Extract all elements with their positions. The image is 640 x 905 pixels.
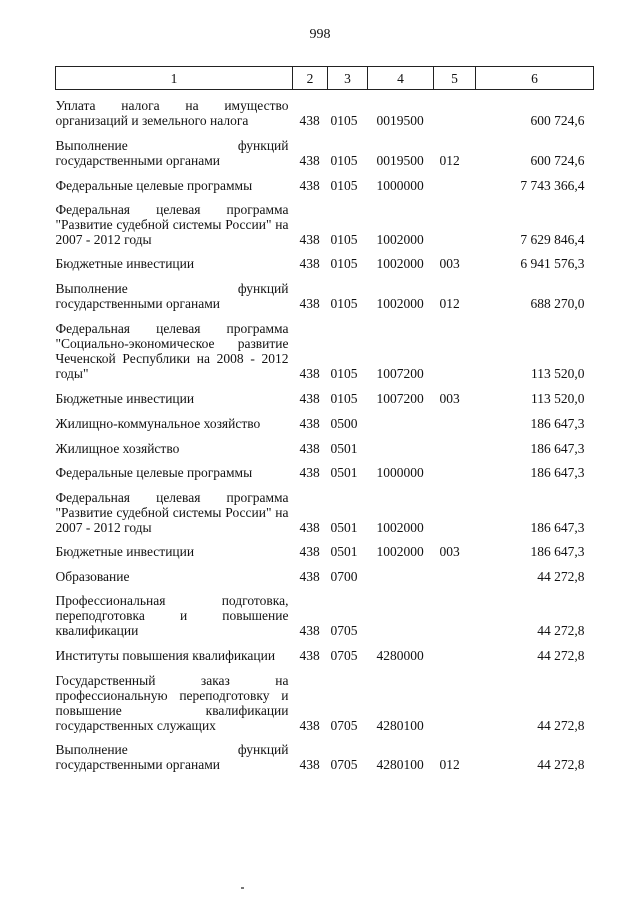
table-header-row: [56, 67, 594, 90]
row-type-cell: 003: [439, 544, 460, 559]
row-type-cell: 012: [439, 153, 460, 168]
row-code-cell: 438: [299, 465, 320, 480]
row-section-cell: 0705: [330, 718, 358, 733]
table-row: [56, 441, 594, 456]
row-spacer-cell: [56, 456, 594, 465]
table-row: [56, 281, 594, 311]
table-row: [56, 593, 594, 638]
row-code-cell: 438: [299, 569, 320, 584]
row-name-cell: Федеральные целевые программы: [55, 465, 253, 480]
row-name-cell: Государственный заказ на профессиональную переподготовку и повышение квалификации государственных служащих: [55, 673, 289, 733]
row-amount-cell: 186 647,3: [530, 465, 585, 480]
row-name-cell: Федеральная целевая программа "Развитие судебной системы России" на 2007 - 2012 годы: [55, 202, 289, 247]
row-spacer-cell: [56, 193, 594, 202]
row-spacer-cell: [56, 431, 594, 441]
scan-speck: [241, 887, 244, 889]
row-spacer: [56, 733, 594, 742]
table-row: [56, 256, 594, 271]
row-code-cell: 438: [299, 623, 320, 638]
row-target-cell: 1002000: [376, 256, 424, 271]
row-type-cell: [434, 593, 476, 638]
row-name-cell: Выполнение функций государственными органами: [55, 281, 289, 311]
row-name-cell: Федеральные целевые программы: [55, 178, 253, 193]
row-target-cell: 1002000: [376, 232, 424, 247]
row-code-cell: 438: [299, 256, 320, 271]
row-amount-cell: 600 724,6: [530, 153, 585, 168]
row-section-cell: 0501: [330, 520, 358, 535]
row-section-cell: 0105: [330, 366, 358, 381]
row-type-cell: [434, 673, 476, 733]
row-amount-cell: 44 272,8: [537, 718, 585, 733]
row-target-cell: [368, 593, 434, 638]
row-amount-cell: 113 520,0: [531, 391, 585, 406]
row-code-cell: 438: [299, 520, 320, 535]
row-type-cell: 003: [439, 391, 460, 406]
row-name-cell: Федеральная целевая программа "Социально-экономическое развитие Чеченской Республики на 2008 - 2012 годы": [55, 321, 289, 381]
row-amount-cell: 600 724,6: [530, 113, 585, 128]
row-amount-cell: 44 272,8: [537, 757, 585, 772]
row-spacer: [56, 431, 594, 441]
table-row: [56, 544, 594, 559]
row-code-cell: 438: [299, 232, 320, 247]
row-code-cell: 438: [299, 441, 320, 456]
row-amount-cell: 7 629 846,4: [520, 232, 585, 247]
row-target-cell: 0019500: [376, 113, 424, 128]
row-amount-cell: 186 647,3: [530, 520, 585, 535]
column-header: 3: [328, 67, 368, 90]
row-spacer: [56, 128, 594, 138]
row-code-cell: 438: [299, 296, 320, 311]
table-row: [56, 178, 594, 193]
row-name-cell: Жилищно-коммунальное хозяйство: [55, 416, 261, 431]
row-section-cell: 0705: [330, 648, 358, 663]
row-section-cell: 0105: [330, 178, 358, 193]
row-name-cell: Выполнение функций государственными органами: [55, 138, 289, 168]
row-name-cell: Выполнение функций государственными органами: [55, 742, 289, 772]
row-target-cell: 1007200: [376, 366, 424, 381]
row-spacer: [56, 168, 594, 178]
table-row: [56, 569, 594, 584]
row-spacer: [56, 90, 594, 99]
row-spacer: [56, 271, 594, 281]
row-target-cell: 1007200: [376, 391, 424, 406]
row-section-cell: 0501: [330, 441, 358, 456]
row-target-cell: 4280100: [376, 757, 424, 772]
row-spacer-cell: [56, 247, 594, 256]
row-spacer: [56, 535, 594, 544]
column-header: 5: [434, 67, 476, 90]
row-type-cell: [434, 98, 476, 128]
row-spacer-cell: [56, 663, 594, 673]
row-type-cell: [434, 648, 476, 663]
row-name-cell: Федеральная целевая программа "Развитие судебной системы России" на 2007 - 2012 годы: [55, 490, 289, 535]
row-spacer: [56, 663, 594, 673]
row-name-cell: Жилищное хозяйство: [55, 441, 180, 456]
row-section-cell: 0105: [330, 232, 358, 247]
row-section-cell: 0700: [330, 569, 358, 584]
row-type-cell: [434, 416, 476, 431]
row-code-cell: 438: [299, 648, 320, 663]
row-spacer-cell: [56, 128, 594, 138]
column-header: 2: [293, 67, 328, 90]
row-spacer-cell: [56, 271, 594, 281]
row-target-cell: 4280000: [376, 648, 424, 663]
row-target-cell: 1000000: [376, 465, 424, 480]
row-type-cell: [434, 465, 476, 480]
table-row: [56, 138, 594, 168]
row-amount-cell: 7 743 366,4: [520, 178, 585, 193]
row-spacer: [56, 193, 594, 202]
table-row: [56, 673, 594, 733]
row-spacer-cell: [56, 311, 594, 321]
page-number: 998: [309, 27, 331, 42]
row-target-cell: 0019500: [376, 153, 424, 168]
table-row: [56, 98, 594, 128]
row-spacer-cell: [56, 559, 594, 569]
row-amount-cell: 113 520,0: [531, 366, 585, 381]
row-amount-cell: 186 647,3: [530, 416, 585, 431]
row-section-cell: 0705: [330, 757, 358, 772]
table-row: [56, 391, 594, 406]
row-type-cell: [434, 321, 476, 381]
row-section-cell: 0105: [330, 113, 358, 128]
row-spacer-cell: [56, 584, 594, 593]
row-section-cell: 0500: [330, 416, 358, 431]
row-spacer-cell: [56, 381, 594, 391]
row-section-cell: 0705: [330, 623, 358, 638]
row-type-cell: [434, 490, 476, 535]
row-code-cell: 438: [299, 416, 320, 431]
row-type-cell: [434, 202, 476, 247]
row-spacer-cell: [56, 90, 594, 99]
row-spacer: [56, 559, 594, 569]
row-type-cell: 012: [439, 296, 460, 311]
row-spacer: [56, 584, 594, 593]
row-name-cell: Институты повышения квалификации: [55, 648, 276, 663]
row-amount-cell: 186 647,3: [530, 441, 585, 456]
column-header: 6: [476, 67, 594, 90]
table-row: [56, 648, 594, 663]
row-spacer: [56, 480, 594, 490]
row-name-cell: Бюджетные инвестиции: [55, 256, 195, 271]
row-spacer-cell: [56, 638, 594, 648]
table-row: [56, 202, 594, 247]
row-name-cell: Бюджетные инвестиции: [55, 544, 195, 559]
row-target-cell: [368, 441, 434, 456]
row-spacer-cell: [56, 733, 594, 742]
table-row: [56, 742, 594, 772]
row-spacer-cell: [56, 480, 594, 490]
row-spacer: [56, 311, 594, 321]
row-code-cell: 438: [299, 718, 320, 733]
row-section-cell: 0105: [330, 153, 358, 168]
row-code-cell: 438: [299, 757, 320, 772]
row-section-cell: 0105: [330, 296, 358, 311]
row-spacer: [56, 381, 594, 391]
row-spacer: [56, 247, 594, 256]
table-row: [56, 465, 594, 480]
row-spacer-cell: [56, 406, 594, 416]
budget-table: [55, 66, 594, 772]
row-target-cell: 4280100: [376, 718, 424, 733]
row-target-cell: 1002000: [376, 544, 424, 559]
row-target-cell: [368, 416, 434, 431]
row-target-cell: 1002000: [376, 296, 424, 311]
column-header: 1: [56, 67, 293, 90]
row-spacer: [56, 406, 594, 416]
row-section-cell: 0105: [330, 256, 358, 271]
row-amount-cell: 6 941 576,3: [520, 256, 585, 271]
row-amount-cell: 688 270,0: [530, 296, 585, 311]
table-row: [56, 416, 594, 431]
table-row: [56, 490, 594, 535]
row-code-cell: 438: [299, 178, 320, 193]
row-code-cell: 438: [299, 153, 320, 168]
row-target-cell: 1000000: [376, 178, 424, 193]
table-row: [56, 321, 594, 381]
row-spacer: [56, 638, 594, 648]
row-section-cell: 0501: [330, 465, 358, 480]
row-name-cell: Профессиональная подготовка, переподготовка и повышение квалификации: [55, 593, 289, 638]
row-type-cell: 003: [439, 256, 460, 271]
row-code-cell: 438: [299, 391, 320, 406]
row-section-cell: 0105: [330, 391, 358, 406]
row-spacer: [56, 456, 594, 465]
row-name-cell: Бюджетные инвестиции: [55, 391, 195, 406]
row-name-cell: Уплата налога на имущество организаций и земельного налога: [55, 98, 289, 128]
row-amount-cell: 44 272,8: [537, 648, 585, 663]
row-name-cell: Образование: [55, 569, 130, 584]
row-amount-cell: 44 272,8: [537, 569, 585, 584]
row-target-cell: 1002000: [376, 520, 424, 535]
row-type-cell: [434, 569, 476, 584]
row-type-cell: [434, 441, 476, 456]
column-header: 4: [368, 67, 434, 90]
row-code-cell: 438: [299, 544, 320, 559]
row-code-cell: 438: [299, 113, 320, 128]
row-section-cell: 0501: [330, 544, 358, 559]
row-type-cell: 012: [439, 757, 460, 772]
row-type-cell: [434, 178, 476, 193]
row-code-cell: 438: [299, 366, 320, 381]
row-spacer-cell: [56, 535, 594, 544]
row-amount-cell: 44 272,8: [537, 623, 585, 638]
row-target-cell: [368, 569, 434, 584]
row-spacer-cell: [56, 168, 594, 178]
row-amount-cell: 186 647,3: [530, 544, 585, 559]
